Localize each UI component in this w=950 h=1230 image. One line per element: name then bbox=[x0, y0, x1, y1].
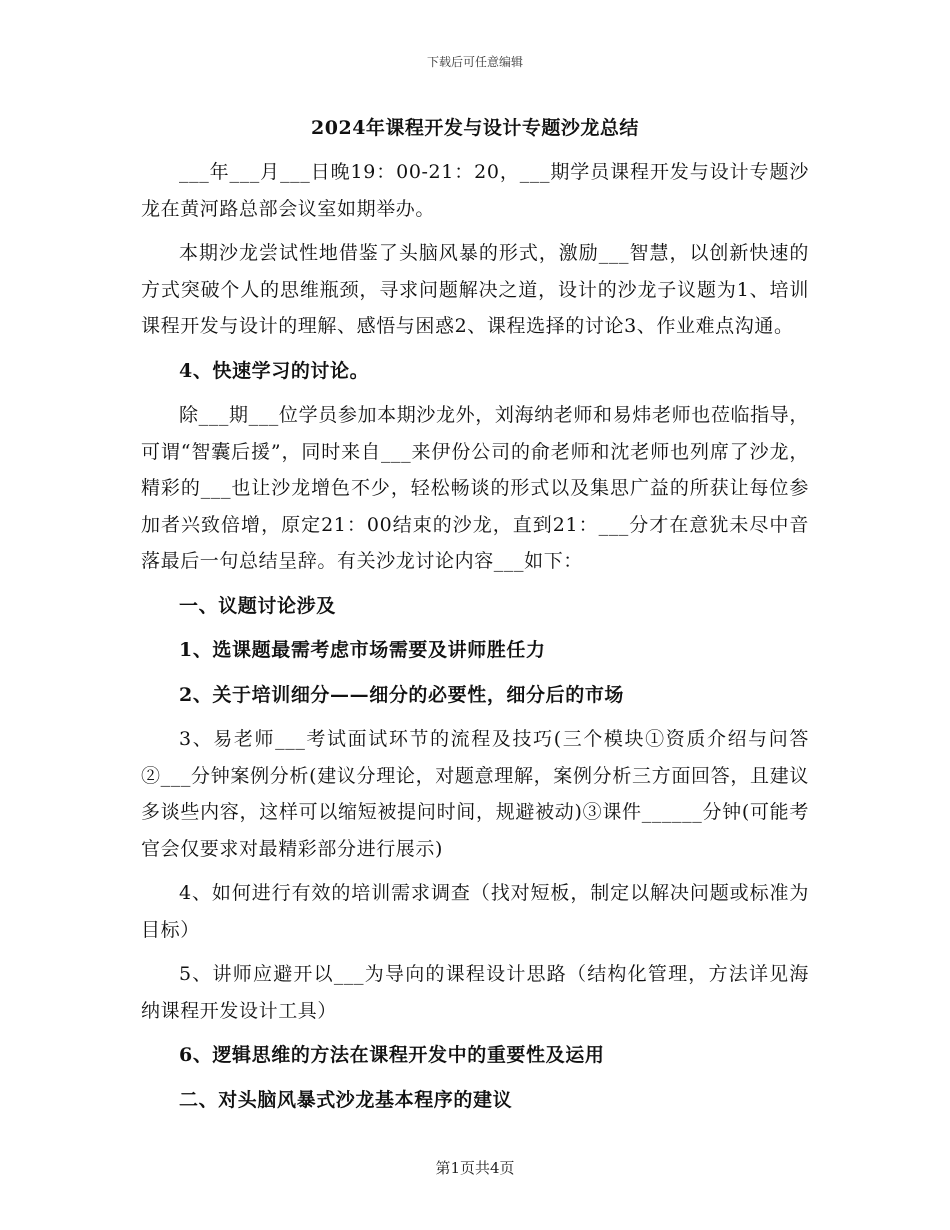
section-heading: 4、快速学习的讨论。 bbox=[179, 359, 370, 382]
body-paragraph: 4、如何进行有效的培训需求调查（找对短板，制定以解决问题或标准为目标） bbox=[141, 882, 809, 941]
section-heading: 二、对头脑风暴式沙龙基本程序的建议 bbox=[179, 1088, 513, 1111]
body-paragraph: ___年___月___日晚19：00-21：20，___期学员课程开发与设计专题沙龙在黄河路总部会议室如期举办。 bbox=[141, 161, 809, 220]
body-paragraph: 5、讲师应避开以___为导向的课程设计思路（结构化管理，方法详见海纳课程开发设计工具） bbox=[141, 963, 809, 1022]
section-heading: 2、关于培训细分——细分的必要性，细分后的市场 bbox=[179, 683, 625, 706]
section-heading: 一、议题讨论涉及 bbox=[179, 594, 336, 617]
document-body bbox=[141, 110, 809, 1126]
body-paragraph: 3、易老师___考试面试环节的流程及技巧(三个模块①资质介绍与问答②___分钟案例分析(建议分理论，对题意理解，案例分析三方面回答，且建议多谈些内容，这样可以缩短被提问时间，规避被动)③课件______分钟(可能考官会仅要求对最精彩部分进行展示) bbox=[141, 728, 809, 860]
body-paragraph: 本期沙龙尝试性地借鉴了头脑风暴的形式，激励___智慧，以创新快速的方式突破个人的思维瓶颈，寻求问题解决之道，设计的沙龙子议题为1、培训课程开发与设计的理解、感悟与困惑2、课程选择的讨论3、作业难点沟通。 bbox=[141, 242, 809, 337]
section-heading: 1、选课题最需考虑市场需要及讲师胜任力 bbox=[179, 639, 546, 661]
body-paragraph: 除___期___位学员参加本期沙龙外，刘海纳老师和易炜老师也莅临指导，可谓“智囊后援”，同时来自___来伊份公司的俞老师和沈老师也列席了沙龙，精彩的___也让沙龙增色不少，轻松畅谈的形式以及集思广益的所获让每位参加者兴致倍增，原定21：00结束的沙龙，直到21：___分才在意犹未尽中音落最后一句总结呈辞。有关沙龙讨论内容___如下： bbox=[141, 404, 809, 572]
paragraph-list bbox=[141, 154, 809, 1118]
page-number: 第1页共4页 bbox=[435, 1159, 515, 1177]
page-header-note: 下载后可任意编辑 bbox=[426, 55, 523, 69]
section-heading: 6、逻辑思维的方法在课程开发中的重要性及运用 bbox=[179, 1044, 605, 1066]
document-title: 2024年课程开发与设计专题沙龙总结 bbox=[311, 117, 639, 139]
